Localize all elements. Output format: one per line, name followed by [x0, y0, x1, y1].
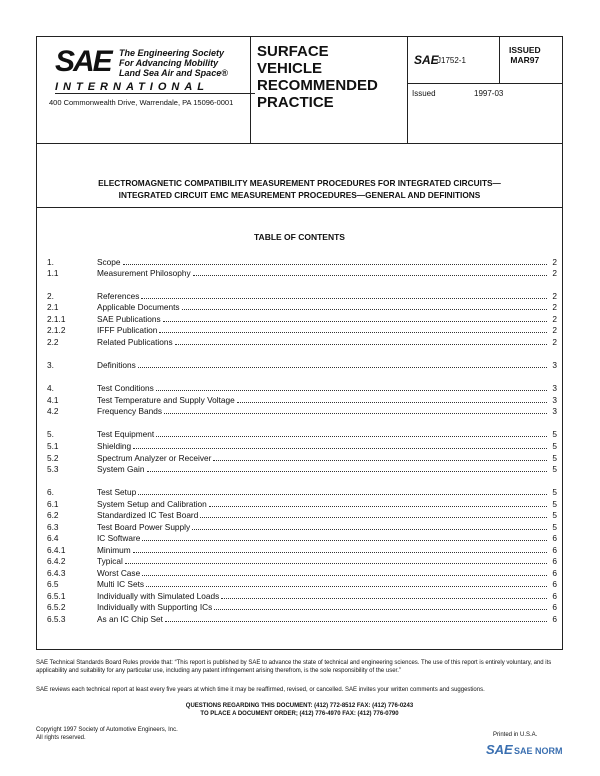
toc-page: 2: [552, 291, 557, 301]
toc-row: [47, 567, 557, 578]
toc-number: 4.: [47, 383, 54, 393]
toc-number: 4.2: [47, 406, 59, 416]
divider: [55, 93, 255, 94]
toc-number: 1.: [47, 257, 54, 267]
toc-leader: [192, 529, 547, 530]
toc-page: 3: [552, 383, 557, 393]
toc-number: 2.1: [47, 302, 59, 312]
toc-row: [47, 452, 557, 463]
toc-number: 4.1: [47, 395, 59, 405]
copyright-line: Copyright 1997 Society of Automotive Engineers, Inc.: [36, 727, 178, 733]
printed-in: Printed in U.S.A.: [493, 732, 538, 738]
toc-label: Scope: [97, 257, 121, 267]
toc-leader: [133, 552, 547, 553]
toc-number: 6.5.1: [47, 591, 66, 601]
toc-label: Spectrum Analyzer or Receiver: [97, 453, 212, 463]
toc-page: 6: [552, 533, 557, 543]
toc-label: Individually with Supporting ICs: [97, 602, 213, 612]
toc-leader: [133, 448, 547, 449]
toc-leader: [156, 436, 547, 437]
toc-row: [47, 544, 557, 555]
toc-row: [47, 521, 557, 532]
toc-leader: [209, 506, 547, 507]
toc-row: [47, 359, 557, 370]
toc-page: 2: [552, 325, 557, 335]
toc-label: Test Equipment: [97, 429, 155, 439]
toc-leader: [164, 413, 547, 414]
toc-page: 5: [552, 499, 557, 509]
toc-label: Test Temperature and Supply Voltage: [97, 395, 235, 405]
tagline-line: Land Sea Air and Space®: [119, 68, 228, 78]
toc-leader: [237, 402, 547, 403]
document-title: [37, 177, 562, 201]
toc-row: [47, 590, 557, 601]
toc-label: IC Software: [97, 533, 141, 543]
toc-label: Frequency Bands: [97, 406, 163, 416]
toc-leader: [182, 309, 547, 310]
toc-label: Minimum: [97, 545, 131, 555]
toc-number: 2.: [47, 291, 54, 301]
toc-label: Definitions: [97, 360, 136, 370]
toc-row: [47, 382, 557, 393]
toc-leader: [142, 540, 547, 541]
toc-page: 3: [552, 395, 557, 405]
toc-page: 5: [552, 522, 557, 532]
issued-date: 1997-03: [474, 89, 504, 98]
document-title-line: INTEGRATED CIRCUIT EMC MEASUREMENT PROCEDURES—GENERAL AND DEFINITIONS: [118, 190, 481, 200]
toc-page: 2: [552, 302, 557, 312]
document-frame: [36, 36, 563, 650]
toc-label: Typical: [97, 556, 123, 566]
toc-number: 6.2: [47, 510, 59, 520]
document-type-title: [257, 43, 378, 111]
international-label: INTERNATIONAL: [55, 81, 210, 93]
toc-page: 6: [552, 602, 557, 612]
contact-questions: QUESTIONS REGARDING THIS DOCUMENT: (412) 772-8512 FAX: (412) 776-0243: [185, 703, 414, 709]
toc-page: 3: [552, 360, 557, 370]
toc-number: 6.4.2: [47, 556, 66, 566]
sae-small-logo: SAE: [414, 53, 439, 67]
divider: [499, 37, 500, 83]
rights-line: All rights reserved.: [36, 735, 86, 741]
document-title-line: ELECTROMAGNETIC COMPATIBILITY MEASUREMENT PROCEDURES FOR INTEGRATED CIRCUITS—: [98, 178, 501, 188]
toc-label: Applicable Documents: [97, 302, 180, 312]
toc-page: 5: [552, 441, 557, 451]
toc-label: References: [97, 291, 140, 301]
toc-leader: [141, 298, 547, 299]
toc-number: 6.4.1: [47, 545, 66, 555]
title-line: VEHICLE: [257, 60, 323, 77]
toc-number: 3.: [47, 360, 54, 370]
toc-number: 5.2: [47, 453, 59, 463]
toc-number: 5.1: [47, 441, 59, 451]
title-line: RECOMMENDED: [257, 77, 378, 94]
watermark-logo: SAE: [486, 742, 513, 757]
toc-leader: [123, 264, 547, 265]
toc-row: [47, 613, 557, 624]
toc-number: 6.5.2: [47, 602, 66, 612]
toc-leader: [147, 471, 548, 472]
toc-label: Multi IC Sets: [97, 579, 145, 589]
header: [37, 37, 562, 144]
toc-number: 2.1.2: [47, 325, 66, 335]
toc-number: 6.4.3: [47, 568, 66, 578]
toc-row: [47, 509, 557, 520]
toc-row: [47, 267, 557, 278]
toc-row: [47, 256, 557, 267]
divider: [250, 37, 251, 143]
address: 400 Commonwealth Drive, Warrendale, PA 15096-0001: [49, 98, 234, 107]
toc-label: Worst Case: [97, 568, 141, 578]
toc-number: 6.: [47, 487, 54, 497]
review-notice: SAE reviews each technical report at least every five years at which time it may be reaffirmed, revised, or cancelled. SAE invites your written comments and suggestions.: [36, 687, 485, 693]
toc-leader: [221, 598, 547, 599]
toc-leader: [193, 275, 547, 276]
toc-leader: [175, 344, 547, 345]
toc-page: 5: [552, 464, 557, 474]
toc-label: IFFF Publication: [97, 325, 158, 335]
title-line: SURFACE: [257, 43, 329, 60]
toc-page: 2: [552, 337, 557, 347]
toc-page: 6: [552, 579, 557, 589]
toc-page: 6: [552, 545, 557, 555]
toc-label: System Setup and Calibration: [97, 499, 207, 509]
toc-row: [47, 601, 557, 612]
toc-page: 2: [552, 268, 557, 278]
toc-number: 6.5: [47, 579, 59, 589]
toc-row: [47, 555, 557, 566]
sae-logo: SAE: [55, 45, 111, 78]
toc-label: Test Board Power Supply: [97, 522, 191, 532]
tagline-line: For Advancing Mobility: [119, 58, 219, 68]
toc-leader: [138, 494, 547, 495]
toc-page: 6: [552, 556, 557, 566]
toc-page: 5: [552, 487, 557, 497]
toc-page: 6: [552, 568, 557, 578]
divider: [407, 37, 408, 143]
toc-row: [47, 324, 557, 335]
toc-number: 5.: [47, 429, 54, 439]
toc-label: As an IC Chip Set: [97, 614, 163, 624]
toc-row: [47, 578, 557, 589]
toc-page: 5: [552, 453, 557, 463]
tagline: [119, 48, 228, 78]
issued-text: Issued: [412, 89, 436, 98]
watermark-text: SAE NORM: [514, 746, 563, 756]
title-line: PRACTICE: [257, 94, 334, 111]
toc-page: 3: [552, 406, 557, 416]
copyright: [36, 726, 178, 742]
toc-label: Standardized IC Test Board: [97, 510, 199, 520]
toc-leader: [213, 460, 547, 461]
toc-number: 6.4: [47, 533, 59, 543]
document-number: J1752-1: [437, 56, 466, 65]
toc-number: 6.5.3: [47, 614, 66, 624]
toc-row: [47, 394, 557, 405]
toc-row: [47, 313, 557, 324]
toc-label: SAE Publications: [97, 314, 161, 324]
toc-label: Related Publications: [97, 337, 173, 347]
toc-row: [47, 532, 557, 543]
toc-leader: [214, 609, 547, 610]
toc-page: 6: [552, 591, 557, 601]
toc-leader: [138, 367, 547, 368]
toc-label: System Gain: [97, 464, 145, 474]
toc-label: Test Setup: [97, 487, 137, 497]
disclaimer: SAE Technical Standards Board Rules provide that: “This report is published by SAE to advance the state of technical and engineering sciences. The use of this report is entirely voluntary, and its applicability and suitability for any particular use, including any patent infringement arising therefrom, is the sole responsibility of the user.”: [36, 660, 552, 674]
toc-row: [47, 428, 557, 439]
toc-number: 2.2: [47, 337, 59, 347]
issued-date-code: MAR97: [510, 55, 540, 65]
toc-heading: TABLE OF CONTENTS: [254, 232, 345, 242]
toc-row: [47, 463, 557, 474]
toc-number: 5.3: [47, 464, 59, 474]
toc-leader: [165, 621, 547, 622]
toc-label: Test Conditions: [97, 383, 154, 393]
toc-number: 1.1: [47, 268, 59, 278]
toc-number: 6.1: [47, 499, 59, 509]
toc-row: [47, 290, 557, 301]
toc-page: 5: [552, 510, 557, 520]
toc-leader: [142, 575, 547, 576]
toc-leader: [159, 332, 547, 333]
toc-number: 2.1.1: [47, 314, 66, 324]
toc-number: 6.3: [47, 522, 59, 532]
issued-label: ISSUED: [509, 45, 541, 55]
toc-leader: [146, 586, 547, 587]
toc-row: [47, 486, 557, 497]
toc-row: [47, 301, 557, 312]
tagline-line: The Engineering Society: [119, 48, 225, 58]
toc-row: [47, 336, 557, 347]
toc-label: Measurement Philosophy: [97, 268, 191, 278]
toc-leader: [200, 517, 547, 518]
toc-row: [47, 440, 557, 451]
toc-page: 2: [552, 257, 557, 267]
toc-page: 6: [552, 614, 557, 624]
toc-page: 5: [552, 429, 557, 439]
toc-leader: [125, 563, 547, 564]
toc-row: [47, 498, 557, 509]
toc-leader: [156, 390, 547, 391]
toc-leader: [163, 321, 547, 322]
toc-page: 2: [552, 314, 557, 324]
toc-label: Shielding: [97, 441, 132, 451]
contact-orders: TO PLACE A DOCUMENT ORDER; (412) 776-4970 FAX: (412) 776-0790: [200, 711, 399, 717]
toc-label: Individually with Simulated Loads: [97, 591, 220, 601]
issued-badge: [509, 45, 541, 65]
divider: [407, 83, 562, 84]
toc-row: [47, 405, 557, 416]
